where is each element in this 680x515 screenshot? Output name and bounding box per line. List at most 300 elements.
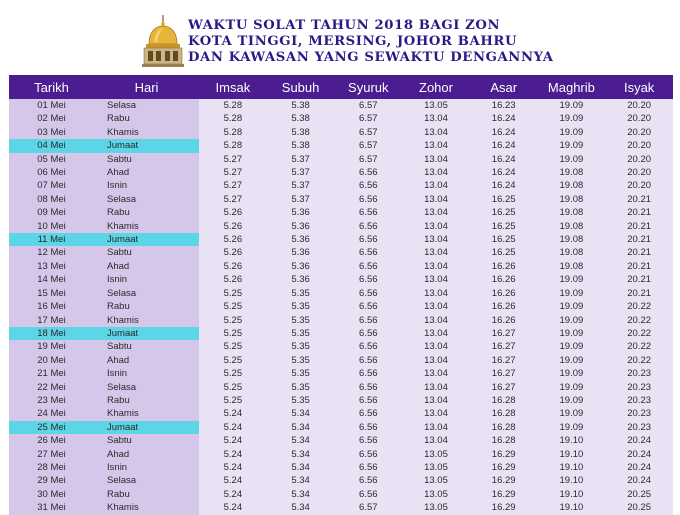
asar-cell: 16.28 — [470, 421, 538, 434]
asar-cell: 16.27 — [470, 367, 538, 380]
table-row — [9, 246, 673, 259]
isyak-cell: 20.24 — [605, 448, 673, 461]
asar-cell: 16.25 — [470, 233, 538, 246]
isyak-cell: 20.25 — [605, 501, 673, 514]
mosque-dome-icon — [140, 14, 186, 68]
header-imsak: Imsak — [199, 75, 267, 99]
syuruk-cell: 6.56 — [334, 300, 402, 313]
table-body — [9, 99, 673, 515]
syuruk-cell: 6.56 — [334, 246, 402, 259]
zohor-cell: 13.04 — [402, 206, 470, 219]
zohor-cell: 13.05 — [402, 461, 470, 474]
zohor-cell: 13.04 — [402, 179, 470, 192]
syuruk-cell: 6.57 — [334, 126, 402, 139]
day-cell: Khamis — [94, 314, 199, 327]
asar-cell: 16.26 — [470, 314, 538, 327]
day-cell: Ahad — [94, 448, 199, 461]
isyak-cell: 20.22 — [605, 314, 673, 327]
day-cell: Rabu — [94, 300, 199, 313]
table-row — [9, 179, 673, 192]
day-cell: Isnin — [94, 367, 199, 380]
day-cell: Rabu — [94, 488, 199, 501]
asar-cell: 16.26 — [470, 260, 538, 273]
day-cell: Sabtu — [94, 246, 199, 259]
isyak-cell: 20.22 — [605, 340, 673, 353]
date-cell: 22 Mei — [9, 381, 94, 394]
imsak-cell: 5.24 — [199, 407, 267, 420]
date-cell: 07 Mei — [9, 179, 94, 192]
date-cell: 18 Mei — [9, 327, 94, 340]
asar-cell: 16.24 — [470, 112, 538, 125]
asar-cell: 16.29 — [470, 501, 538, 514]
zohor-cell: 13.05 — [402, 474, 470, 487]
imsak-cell: 5.25 — [199, 300, 267, 313]
day-cell: Khamis — [94, 126, 199, 139]
isyak-cell: 20.23 — [605, 381, 673, 394]
imsak-cell: 5.25 — [199, 340, 267, 353]
isyak-cell: 20.22 — [605, 327, 673, 340]
zohor-cell: 13.04 — [402, 434, 470, 447]
zohor-cell: 13.04 — [402, 381, 470, 394]
maghrib-cell: 19.08 — [538, 220, 606, 233]
day-cell: Jumaat — [94, 139, 199, 152]
syuruk-cell: 6.56 — [334, 220, 402, 233]
subuh-cell: 5.36 — [267, 206, 335, 219]
day-cell: Isnin — [94, 273, 199, 286]
isyak-cell: 20.20 — [605, 139, 673, 152]
syuruk-cell: 6.56 — [334, 394, 402, 407]
syuruk-cell: 6.56 — [334, 461, 402, 474]
page-header — [0, 0, 680, 72]
asar-cell: 16.24 — [470, 166, 538, 179]
syuruk-cell: 6.56 — [334, 273, 402, 286]
imsak-cell: 5.25 — [199, 367, 267, 380]
maghrib-cell: 19.08 — [538, 193, 606, 206]
date-cell: 21 Mei — [9, 367, 94, 380]
subuh-cell: 5.38 — [267, 112, 335, 125]
isyak-cell: 20.20 — [605, 112, 673, 125]
subuh-cell: 5.36 — [267, 220, 335, 233]
zohor-cell: 13.05 — [402, 99, 470, 112]
asar-cell: 16.23 — [470, 99, 538, 112]
table-row — [9, 220, 673, 233]
day-cell: Selasa — [94, 99, 199, 112]
syuruk-cell: 6.56 — [334, 381, 402, 394]
table-row — [9, 193, 673, 206]
subuh-cell: 5.37 — [267, 153, 335, 166]
header-zohor: Zohor — [402, 75, 470, 99]
date-cell: 15 Mei — [9, 287, 94, 300]
maghrib-cell: 19.09 — [538, 287, 606, 300]
maghrib-cell: 19.08 — [538, 179, 606, 192]
date-cell: 26 Mei — [9, 434, 94, 447]
maghrib-cell: 19.10 — [538, 501, 606, 514]
title-line-1: WAKTU SOLAT TAHUN 2018 BAGI ZON — [188, 18, 501, 33]
subuh-cell: 5.35 — [267, 381, 335, 394]
maghrib-cell: 19.10 — [538, 474, 606, 487]
table-row — [9, 354, 673, 367]
zohor-cell: 13.05 — [402, 501, 470, 514]
subuh-cell: 5.35 — [267, 327, 335, 340]
asar-cell: 16.27 — [470, 327, 538, 340]
syuruk-cell: 6.56 — [334, 166, 402, 179]
isyak-cell: 20.21 — [605, 260, 673, 273]
imsak-cell: 5.24 — [199, 434, 267, 447]
date-cell: 05 Mei — [9, 153, 94, 166]
day-cell: Selasa — [94, 287, 199, 300]
asar-cell: 16.25 — [470, 193, 538, 206]
syuruk-cell: 6.56 — [334, 354, 402, 367]
page-title — [188, 18, 554, 66]
date-cell: 24 Mei — [9, 407, 94, 420]
asar-cell: 16.28 — [470, 434, 538, 447]
table-row — [9, 448, 673, 461]
zohor-cell: 13.04 — [402, 314, 470, 327]
asar-cell: 16.27 — [470, 381, 538, 394]
maghrib-cell: 19.09 — [538, 300, 606, 313]
subuh-cell: 5.34 — [267, 434, 335, 447]
imsak-cell: 5.24 — [199, 421, 267, 434]
isyak-cell: 20.24 — [605, 461, 673, 474]
zohor-cell: 13.04 — [402, 220, 470, 233]
day-cell: Selasa — [94, 193, 199, 206]
subuh-cell: 5.34 — [267, 448, 335, 461]
imsak-cell: 5.24 — [199, 461, 267, 474]
isyak-cell: 20.21 — [605, 287, 673, 300]
zohor-cell: 13.04 — [402, 287, 470, 300]
maghrib-cell: 19.10 — [538, 434, 606, 447]
asar-cell: 16.27 — [470, 354, 538, 367]
header-asar: Asar — [470, 75, 538, 99]
imsak-cell: 5.25 — [199, 381, 267, 394]
header-isyak: Isyak — [605, 75, 673, 99]
day-cell: Selasa — [94, 474, 199, 487]
zohor-cell: 13.04 — [402, 340, 470, 353]
zohor-cell: 13.04 — [402, 166, 470, 179]
table-row — [9, 394, 673, 407]
subuh-cell: 5.36 — [267, 233, 335, 246]
imsak-cell: 5.25 — [199, 354, 267, 367]
imsak-cell: 5.26 — [199, 233, 267, 246]
maghrib-cell: 19.09 — [538, 407, 606, 420]
day-cell: Sabtu — [94, 434, 199, 447]
table-row — [9, 300, 673, 313]
isyak-cell: 20.22 — [605, 354, 673, 367]
date-cell: 25 Mei — [9, 421, 94, 434]
isyak-cell: 20.24 — [605, 434, 673, 447]
imsak-cell: 5.24 — [199, 501, 267, 514]
maghrib-cell: 19.10 — [538, 448, 606, 461]
isyak-cell: 20.20 — [605, 99, 673, 112]
day-cell: Sabtu — [94, 340, 199, 353]
maghrib-cell: 19.09 — [538, 126, 606, 139]
asar-cell: 16.29 — [470, 461, 538, 474]
table-row — [9, 260, 673, 273]
subuh-cell: 5.36 — [267, 273, 335, 286]
subuh-cell: 5.36 — [267, 246, 335, 259]
date-cell: 09 Mei — [9, 206, 94, 219]
date-cell: 28 Mei — [9, 461, 94, 474]
syuruk-cell: 6.56 — [334, 260, 402, 273]
day-cell: Khamis — [94, 220, 199, 233]
maghrib-cell: 19.09 — [538, 99, 606, 112]
table-row — [9, 287, 673, 300]
imsak-cell: 5.25 — [199, 314, 267, 327]
imsak-cell: 5.28 — [199, 139, 267, 152]
title-line-3: DAN KAWASAN YANG SEWAKTU DENGANNYA — [188, 50, 554, 65]
header-syuruk: Syuruk — [334, 75, 402, 99]
table-row — [9, 407, 673, 420]
syuruk-cell: 6.57 — [334, 501, 402, 514]
imsak-cell: 5.27 — [199, 179, 267, 192]
asar-cell: 16.26 — [470, 300, 538, 313]
zohor-cell: 13.04 — [402, 273, 470, 286]
asar-cell: 16.29 — [470, 474, 538, 487]
asar-cell: 16.28 — [470, 407, 538, 420]
asar-cell: 16.25 — [470, 220, 538, 233]
asar-cell: 16.28 — [470, 394, 538, 407]
subuh-cell: 5.34 — [267, 461, 335, 474]
imsak-cell: 5.26 — [199, 220, 267, 233]
maghrib-cell: 19.08 — [538, 233, 606, 246]
syuruk-cell: 6.56 — [334, 434, 402, 447]
day-cell: Isnin — [94, 461, 199, 474]
syuruk-cell: 6.56 — [334, 340, 402, 353]
date-cell: 30 Mei — [9, 488, 94, 501]
isyak-cell: 20.23 — [605, 367, 673, 380]
isyak-cell: 20.20 — [605, 179, 673, 192]
zohor-cell: 13.04 — [402, 153, 470, 166]
day-cell: Isnin — [94, 179, 199, 192]
table-row — [9, 340, 673, 353]
subuh-cell: 5.35 — [267, 314, 335, 327]
imsak-cell: 5.24 — [199, 474, 267, 487]
asar-cell: 16.29 — [470, 448, 538, 461]
table-row — [9, 112, 673, 125]
date-cell: 08 Mei — [9, 193, 94, 206]
date-cell: 11 Mei — [9, 233, 94, 246]
date-cell: 13 Mei — [9, 260, 94, 273]
maghrib-cell: 19.09 — [538, 112, 606, 125]
syuruk-cell: 6.57 — [334, 139, 402, 152]
syuruk-cell: 6.56 — [334, 327, 402, 340]
zohor-cell: 13.04 — [402, 112, 470, 125]
syuruk-cell: 6.56 — [334, 474, 402, 487]
syuruk-cell: 6.56 — [334, 407, 402, 420]
table-row — [9, 501, 673, 514]
imsak-cell: 5.27 — [199, 166, 267, 179]
asar-cell: 16.25 — [470, 246, 538, 259]
maghrib-cell: 19.09 — [538, 139, 606, 152]
isyak-cell: 20.22 — [605, 300, 673, 313]
table-row — [9, 327, 673, 340]
syuruk-cell: 6.57 — [334, 112, 402, 125]
isyak-cell: 20.20 — [605, 166, 673, 179]
date-cell: 20 Mei — [9, 354, 94, 367]
header-maghrib: Maghrib — [538, 75, 606, 99]
date-cell: 01 Mei — [9, 99, 94, 112]
subuh-cell: 5.38 — [267, 139, 335, 152]
asar-cell: 16.29 — [470, 488, 538, 501]
zohor-cell: 13.04 — [402, 139, 470, 152]
table-row — [9, 474, 673, 487]
day-cell: Rabu — [94, 206, 199, 219]
imsak-cell: 5.28 — [199, 126, 267, 139]
syuruk-cell: 6.56 — [334, 448, 402, 461]
isyak-cell: 20.20 — [605, 153, 673, 166]
subuh-cell: 5.35 — [267, 354, 335, 367]
maghrib-cell: 19.08 — [538, 206, 606, 219]
day-cell: Khamis — [94, 407, 199, 420]
table-row — [9, 273, 673, 286]
asar-cell: 16.26 — [470, 287, 538, 300]
zohor-cell: 13.04 — [402, 327, 470, 340]
day-cell: Sabtu — [94, 153, 199, 166]
zohor-cell: 13.04 — [402, 394, 470, 407]
subuh-cell: 5.35 — [267, 340, 335, 353]
syuruk-cell: 6.56 — [334, 287, 402, 300]
table-row — [9, 461, 673, 474]
syuruk-cell: 6.56 — [334, 233, 402, 246]
header-hari: Hari — [94, 75, 199, 99]
maghrib-cell: 19.09 — [538, 394, 606, 407]
subuh-cell: 5.36 — [267, 260, 335, 273]
zohor-cell: 13.04 — [402, 421, 470, 434]
subuh-cell: 5.34 — [267, 474, 335, 487]
maghrib-cell: 19.09 — [538, 354, 606, 367]
maghrib-cell: 19.09 — [538, 327, 606, 340]
maghrib-cell: 19.08 — [538, 260, 606, 273]
asar-cell: 16.24 — [470, 153, 538, 166]
asar-cell: 16.24 — [470, 179, 538, 192]
prayer-times-table — [9, 75, 673, 515]
day-cell: Ahad — [94, 166, 199, 179]
isyak-cell: 20.23 — [605, 394, 673, 407]
date-cell: 10 Mei — [9, 220, 94, 233]
table-row — [9, 434, 673, 447]
maghrib-cell: 19.09 — [538, 421, 606, 434]
subuh-cell: 5.34 — [267, 407, 335, 420]
imsak-cell: 5.26 — [199, 246, 267, 259]
zohor-cell: 13.04 — [402, 233, 470, 246]
subuh-cell: 5.35 — [267, 394, 335, 407]
day-cell: Rabu — [94, 112, 199, 125]
day-cell: Ahad — [94, 354, 199, 367]
imsak-cell: 5.27 — [199, 153, 267, 166]
syuruk-cell: 6.56 — [334, 179, 402, 192]
table-row — [9, 153, 673, 166]
asar-cell: 16.25 — [470, 206, 538, 219]
title-line-2: KOTA TINGGI, MERSING, JOHOR BAHRU — [188, 34, 518, 49]
zohor-cell: 13.04 — [402, 407, 470, 420]
zohor-cell: 13.04 — [402, 246, 470, 259]
zohor-cell: 13.04 — [402, 367, 470, 380]
date-cell: 14 Mei — [9, 273, 94, 286]
table-row — [9, 233, 673, 246]
imsak-cell: 5.26 — [199, 206, 267, 219]
day-cell: Jumaat — [94, 233, 199, 246]
day-cell: Selasa — [94, 381, 199, 394]
syuruk-cell: 6.56 — [334, 488, 402, 501]
asar-cell: 16.24 — [470, 126, 538, 139]
subuh-cell: 5.34 — [267, 421, 335, 434]
table-row — [9, 488, 673, 501]
imsak-cell: 5.25 — [199, 394, 267, 407]
maghrib-cell: 19.09 — [538, 273, 606, 286]
header-tarikh: Tarikh — [9, 75, 94, 99]
day-cell: Jumaat — [94, 421, 199, 434]
zohor-cell: 13.04 — [402, 126, 470, 139]
syuruk-cell: 6.57 — [334, 153, 402, 166]
isyak-cell: 20.21 — [605, 193, 673, 206]
table-row — [9, 381, 673, 394]
imsak-cell: 5.28 — [199, 112, 267, 125]
subuh-cell: 5.38 — [267, 126, 335, 139]
isyak-cell: 20.21 — [605, 273, 673, 286]
table-row — [9, 206, 673, 219]
table-row — [9, 99, 673, 112]
table-row — [9, 126, 673, 139]
date-cell: 06 Mei — [9, 166, 94, 179]
maghrib-cell: 19.09 — [538, 367, 606, 380]
table-row — [9, 139, 673, 152]
table-header-row — [9, 75, 673, 99]
asar-cell: 16.27 — [470, 340, 538, 353]
date-cell: 03 Mei — [9, 126, 94, 139]
subuh-cell: 5.34 — [267, 501, 335, 514]
subuh-cell: 5.37 — [267, 166, 335, 179]
imsak-cell: 5.25 — [199, 287, 267, 300]
date-cell: 27 Mei — [9, 448, 94, 461]
syuruk-cell: 6.56 — [334, 193, 402, 206]
asar-cell: 16.24 — [470, 139, 538, 152]
isyak-cell: 20.21 — [605, 246, 673, 259]
imsak-cell: 5.26 — [199, 273, 267, 286]
syuruk-cell: 6.56 — [334, 206, 402, 219]
zohor-cell: 13.04 — [402, 260, 470, 273]
imsak-cell: 5.28 — [199, 99, 267, 112]
maghrib-cell: 19.09 — [538, 381, 606, 394]
date-cell: 16 Mei — [9, 300, 94, 313]
subuh-cell: 5.34 — [267, 488, 335, 501]
isyak-cell: 20.24 — [605, 474, 673, 487]
imsak-cell: 5.24 — [199, 488, 267, 501]
subuh-cell: 5.35 — [267, 300, 335, 313]
date-cell: 19 Mei — [9, 340, 94, 353]
syuruk-cell: 6.57 — [334, 99, 402, 112]
imsak-cell: 5.24 — [199, 448, 267, 461]
isyak-cell: 20.21 — [605, 233, 673, 246]
subuh-cell: 5.38 — [267, 99, 335, 112]
zohor-cell: 13.04 — [402, 193, 470, 206]
subuh-cell: 5.35 — [267, 287, 335, 300]
day-cell: Ahad — [94, 260, 199, 273]
isyak-cell: 20.23 — [605, 421, 673, 434]
day-cell: Jumaat — [94, 327, 199, 340]
header-subuh: Subuh — [267, 75, 335, 99]
zohor-cell: 13.05 — [402, 488, 470, 501]
day-cell: Rabu — [94, 394, 199, 407]
maghrib-cell: 19.09 — [538, 314, 606, 327]
maghrib-cell: 19.10 — [538, 461, 606, 474]
date-cell: 02 Mei — [9, 112, 94, 125]
isyak-cell: 20.23 — [605, 407, 673, 420]
subuh-cell: 5.37 — [267, 193, 335, 206]
maghrib-cell: 19.08 — [538, 246, 606, 259]
imsak-cell: 5.26 — [199, 260, 267, 273]
day-cell: Khamis — [94, 501, 199, 514]
table-row — [9, 421, 673, 434]
